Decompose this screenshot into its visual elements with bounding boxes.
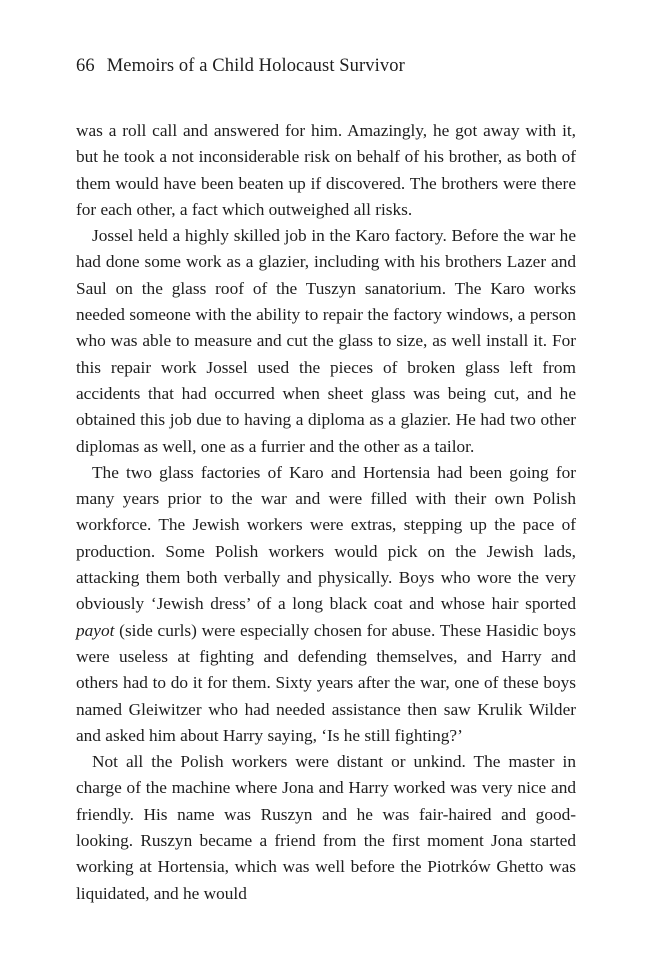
running-title: Memoirs of a Child Holocaust Survivor [106,56,405,76]
paragraph-ruszyn: Not all the Polish workers were distant or unkind. The master in charge of the machine where Jona and Harry worked was very nice and friendly. His name was Ruszyn and he was fair-haired and good-looking. Ruszyn became a friend from the first moment Jona started working at Hortensia, which was well before the Piotrków Ghetto was liquidated, and he would [76,752,576,903]
body-text [76,118,576,907]
paragraph-jossel: Jossel held a highly skilled job in the Karo factory. Before the war he had done some work as a glazier, including with his brothers Lazer and Saul on the glass roof of the Tuszyn sanatorium. The Karo works needed someone with the ability to repair the factory windows, a person who was able to measure and cut the glass to size, as well install it. For this repair work Jossel used the pieces of broken glass left from accidents that had occurred when sheet glass was being cut, and he obtained this job due to having a diploma as a glazier. He had two other diplomas as well, one as a furrier and the other as a tailor. [76,226,576,456]
paragraph-text-before: The two glass factories of Karo and Hortensia had been going for many years prior to the war and were filled with their own Polish workforce. The Jewish workers were extras, stepping up the pace of production. Some Polish workers would pick on the Jewish lads, attacking them both verbally and physically. Boys who wore the very obviously ‘Jewish dress’ of a long black coat and whose hair sported [76,462,576,614]
running-head [76,56,405,77]
page-number: 66 [76,56,95,76]
paragraph-text-after: (side curls) were especially chosen for abuse. These Hasidic boys were useless at fighting and defending themselves, and Harry and others had to do it for them. Sixty years after the war, one of these boys named Gleiwitzer who had needed assistance then saw Krulik Wilder and asked him about Harry saying, ‘Is he still fighting?’ [76,620,576,745]
italic-term-payot: payot [76,620,115,640]
paragraph-glass-factories [76,460,576,749]
paragraph-continued: was a roll call and answered for him. Amazingly, he got away with it, but he took a not inconsiderable risk on behalf of his brother, as both of them would have been beaten up if discovered. The brothers were there for each other, a fact which outweighed all risks. [76,121,576,219]
